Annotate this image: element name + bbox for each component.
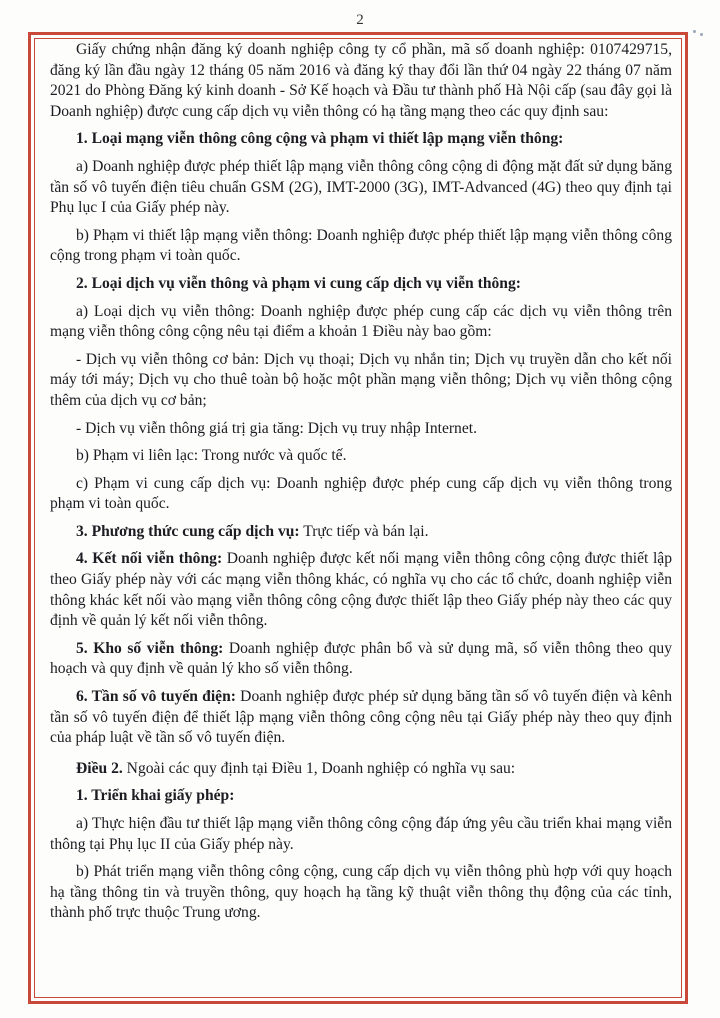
- section-2-bullet-basic-services: - Dịch vụ viễn thông cơ bản: Dịch vụ thoại; Dịch vụ nhắn tin; Dịch vụ truyền dẫn cho kết nối máy tới máy; Dịch vụ cho thuê toàn bộ hoặc một phần mạng viễn thông; Dịch vụ viễn thông cộng thêm của dịch vụ cơ bản;: [50, 350, 672, 409]
- section-2-item-c: c) Phạm vi cung cấp dịch vụ: Doanh nghiệp được phép cung cấp dịch vụ viễn thông trong phạm vi toàn quốc.: [50, 474, 672, 513]
- intro-paragraph: Giấy chứng nhận đăng ký doanh nghiệp công ty cổ phần, mã số doanh nghiệp: 0107429715, đăng ký lần đầu ngày 12 tháng 05 năm 2016 và đăng ký thay đổi lần thứ 04 ngày 22 tháng 07 năm 2021 do Phòng Đăng ký kinh doanh - Sở Kế hoạch và Đầu tư thành phố Hà Nội cấp (sau đây gọi là Doanh nghiệp) được cung cấp dịch vụ viễn thông có hạ tầng mạng theo các quy định sau:: [50, 41, 672, 120]
- article-2-section-1-heading: 1. Triển khai giấy phép:: [76, 787, 235, 805]
- scan-speck: [693, 30, 696, 33]
- section-6-heading: 6. Tần số vô tuyến điện:: [76, 688, 236, 706]
- article-2-text: Ngoài các quy định tại Điều 1, Doanh nghiệp có nghĩa vụ sau:: [122, 759, 516, 777]
- section-1-heading: 1. Loại mạng viễn thông công cộng và phạm vi thiết lập mạng viễn thông:: [76, 130, 564, 148]
- section-2-heading: 2. Loại dịch vụ viễn thông và phạm vi cung cấp dịch vụ viễn thông:: [76, 274, 521, 292]
- document-body: [50, 40, 672, 924]
- article-2-section-1-item-a: a) Thực hiện đầu tư thiết lập mạng viễn thông công cộng đáp ứng yêu cầu triển khai mạng viễn thông tại Phụ lục II của Giấy phép này.: [50, 815, 672, 853]
- section-4-text: Doanh nghiệp được kết nối mạng viễn thông công cộng được thiết lập theo Giấy phép này với các mạng viễn thông khác, có nghĩa vụ cho các tổ chức, doanh nghiệp viễn thông khác kết nối vào mạng viễn thông công cộng được thiết lập theo Giấy phép này theo các quy định về quản lý kết nối viễn thông.: [50, 550, 672, 630]
- section-6-text: Doanh nghiệp được phép sử dụng băng tần số vô tuyến điện và kênh tần số vô tuyến điện để thiết lập mạng viễn thông công cộng nêu tại Giấy phép này theo quy định của pháp luật về tần số vô tuyến điện.: [50, 688, 672, 747]
- article-2: [50, 759, 672, 780]
- article-2-label: Điều 2.: [76, 759, 123, 777]
- section-2-item-b: b) Phạm vi liên lạc: Trong nước và quốc tế.: [76, 447, 347, 465]
- section-3: [50, 522, 672, 543]
- section-5: [50, 639, 672, 680]
- section-4: [50, 549, 672, 631]
- section-6: [50, 687, 672, 749]
- section-1-item-b: b) Phạm vi thiết lập mạng viễn thông: Doanh nghiệp được phép thiết lập mạng viễn thông công cộng trong phạm vi toàn quốc.: [50, 226, 672, 265]
- scan-speck: [700, 33, 703, 36]
- section-5-text: Doanh nghiệp được phân bổ và sử dụng mã, số viễn thông theo quy hoạch và quy định về quản lý kho số viễn thông.: [50, 639, 672, 678]
- article-2-section-1-item-b: b) Phát triển mạng viễn thông công cộng, cung cấp dịch vụ viễn thông phù hợp với quy hoạch hạ tầng thông tin và truyền thông, quy hoạch hạ tầng kỹ thuật viễn thông thụ động của các tỉnh, thành phố trực thuộc Trung ương.: [50, 863, 672, 922]
- section-4-heading: 4. Kết nối viễn thông:: [76, 550, 223, 568]
- section-1-item-a: a) Doanh nghiệp được phép thiết lập mạng viễn thông công cộng di động mặt đất sử dụng băng tần số vô tuyến điện tiêu chuẩn GSM (2G), IMT-2000 (3G), IMT-Advanced (4G) theo quy định tại Phụ lục I của Giấy phép này.: [50, 157, 672, 217]
- page-number: 2: [356, 12, 364, 28]
- section-3-heading: 3. Phương thức cung cấp dịch vụ:: [76, 522, 300, 540]
- section-3-text: Trực tiếp và bán lại.: [299, 522, 429, 540]
- section-2-bullet-value-added: - Dịch vụ viễn thông giá trị gia tăng: Dịch vụ truy nhập Internet.: [76, 419, 478, 437]
- section-2-item-a: a) Loại dịch vụ viễn thông: Doanh nghiệp được phép cung cấp các dịch vụ viễn thông trên mạng viễn thông công cộng nêu tại điểm a khoản 1 Điều này bao gồm:: [50, 302, 672, 341]
- section-5-heading: 5. Kho số viễn thông:: [76, 639, 224, 657]
